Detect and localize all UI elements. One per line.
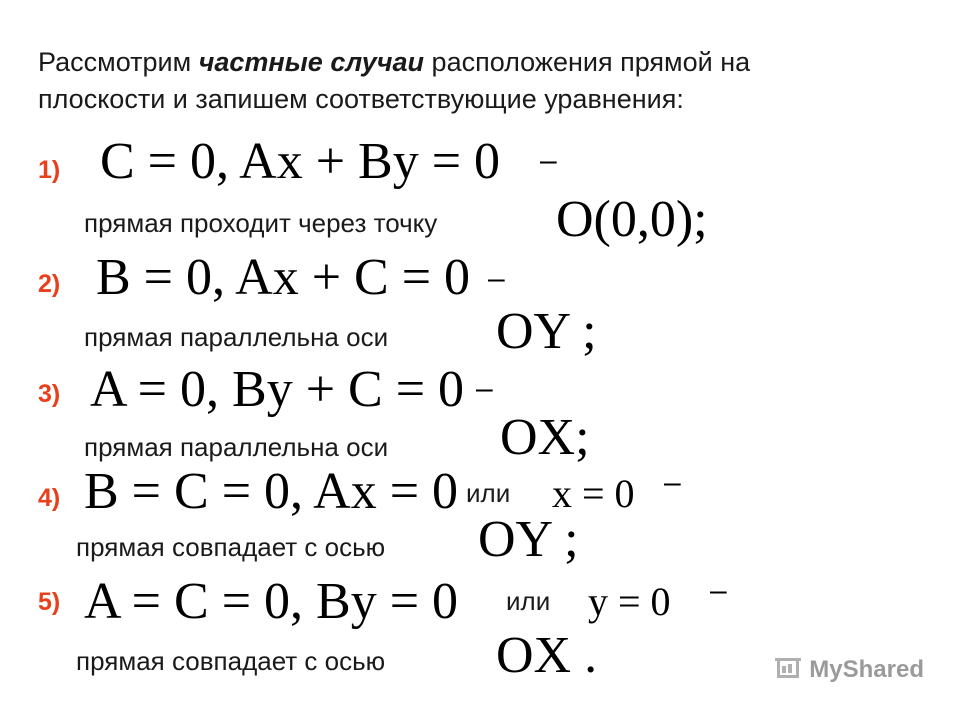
item-4-equation: B = C = 0, Ax = 0 <box>84 463 459 520</box>
item-4-dash: – <box>664 466 681 499</box>
item-4-or: или <box>466 478 511 508</box>
item-3-dash: – <box>476 372 493 405</box>
item-5-dash: – <box>710 574 727 607</box>
item-5-alt-equation: y = 0 <box>588 579 671 624</box>
item-5-or: или <box>506 586 551 616</box>
item-4-alt-equation: x = 0 <box>552 471 635 516</box>
item-2-number: 2) <box>38 270 61 298</box>
item-2-result: OY ; <box>496 303 597 360</box>
item-1-text: прямая проходит через точку <box>84 208 438 238</box>
presentation-board-icon <box>775 658 801 682</box>
intro-paragraph <box>38 44 750 118</box>
item-4-number: 4) <box>38 484 61 512</box>
item-3-equation: A = 0, By + C = 0 <box>90 361 465 418</box>
myshared-logo <box>775 656 924 684</box>
item-1-equation: C = 0, Ax + By = 0 <box>100 133 501 190</box>
item-3-result: OX; <box>500 409 590 466</box>
item-2-dash: – <box>488 262 505 295</box>
item-5-equation: A = C = 0, By = 0 <box>84 573 459 630</box>
watermark-text: MyShared <box>809 656 924 683</box>
item-5-result: OX . <box>496 627 598 684</box>
intro-line2: плоскости и запишем соответствующие уравнения: <box>38 84 684 114</box>
intro-part2: расположения прямой на <box>424 47 751 77</box>
item-1-dash: – <box>540 144 557 177</box>
item-4-text: прямая совпадает с осью <box>76 532 386 562</box>
item-5-number: 5) <box>38 588 61 616</box>
item-4-result: OY ; <box>478 511 579 568</box>
item-5-text: прямая совпадает с осью <box>76 646 386 676</box>
item-1-number: 1) <box>38 156 61 184</box>
intro-part1: Рассмотрим <box>38 47 199 77</box>
item-3-text: прямая параллельна оси <box>84 432 389 462</box>
item-1-result: O(0,0); <box>556 191 708 248</box>
item-2-text: прямая параллельна оси <box>84 322 389 352</box>
item-3-number: 3) <box>38 380 61 408</box>
item-2-equation: B = 0, Ax + C = 0 <box>96 249 471 306</box>
intro-emphasis: частные случаи <box>198 47 425 77</box>
